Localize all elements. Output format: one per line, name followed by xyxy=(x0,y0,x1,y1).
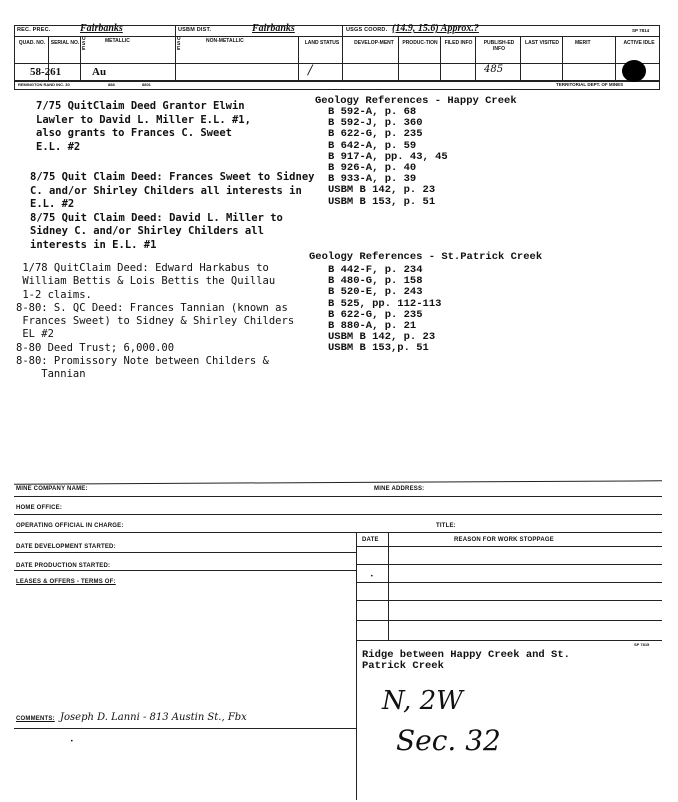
form-rule xyxy=(14,532,662,533)
form-rule xyxy=(356,620,662,621)
production-label: PRODUC-TION xyxy=(402,40,438,46)
header-vline xyxy=(659,25,660,89)
bullet-mark: • xyxy=(370,573,374,580)
form-number: SP 7814 xyxy=(632,28,650,33)
rec-prec-value: Fairbanks xyxy=(80,23,123,34)
u-s-e-letters: U S E xyxy=(82,36,86,52)
form-rule xyxy=(356,564,662,565)
form-vline xyxy=(356,532,357,800)
header-vline xyxy=(562,36,563,80)
last-visited-label: LAST VISITED xyxy=(525,40,559,46)
bullet-mark: • xyxy=(70,738,74,745)
header-vline xyxy=(615,36,616,80)
title-label: TITLE: xyxy=(436,523,456,529)
header-vline xyxy=(175,25,176,80)
form-top-rule xyxy=(14,480,662,484)
published-value: 485 xyxy=(484,64,504,75)
dev-started-label: DATE DEVELOPMENT STARTED: xyxy=(16,544,116,550)
serial-value: 58-261 xyxy=(30,66,62,78)
geology-happy-title: Geology References - Happy Creek xyxy=(315,95,517,107)
form-rule xyxy=(14,570,356,571)
header-row1-rule xyxy=(14,36,660,37)
non-metallic-label: NON-METALLIC xyxy=(206,38,244,44)
form-number-2: SP 7815 xyxy=(634,642,650,647)
form-rule xyxy=(14,514,662,515)
hand-location-1: N, 2W xyxy=(382,686,463,716)
geology-happy-refs: B 592-A, p. 68 B 592-J, p. 360 B 622-G, p. 235 B 642-A, p. 59 B 917-A, pp. 43, 45 B 926-A, p. 40 B 933-A, p. 39 USBM B 142, p. 23 USBM B 153, p. 51 xyxy=(328,106,448,208)
header-vline xyxy=(342,25,343,80)
usgs-coord-label: USGS COORD. xyxy=(346,27,388,33)
header-vline xyxy=(398,36,399,80)
usgs-coord-value: (14.9, 15.6) Approx.? xyxy=(392,23,479,34)
header-bottom-rule xyxy=(14,89,660,90)
header-vline xyxy=(440,36,441,80)
usbm-dist-value: Fairbanks xyxy=(252,23,295,34)
header-vline xyxy=(520,36,521,80)
usbm-dist-label: USBM DIST. xyxy=(178,27,212,33)
operating-official-label: OPERATING OFFICIAL IN CHARGE: xyxy=(16,523,124,529)
merit-label: MERIT xyxy=(575,40,591,46)
development-label: DEVELOP-MENT xyxy=(354,40,394,46)
metallic-value: Au xyxy=(92,66,107,78)
deed-notes-2: 8/75 Quit Claim Deed: Frances Sweet to Sidney C. and/or Shirley Childers all interests in E.L. #2 8/75 Quit Claim Deed: David L. Miller to Sidney C. and/or Shirley Childers all interests in E.L. #1 xyxy=(30,171,315,251)
status-slash: / xyxy=(308,63,313,78)
location-note: Ridge between Happy Creek and St. Patrick Creek xyxy=(362,649,570,673)
hand-location-2: Sec. 32 xyxy=(396,724,501,757)
comments-value: Joseph D. Lanni - 813 Austin St., Fbx xyxy=(60,712,247,723)
mine-address-label: MINE ADDRESS: xyxy=(374,486,425,492)
comments-label: COMMENTS: xyxy=(16,716,55,722)
geology-stpatrick-title: Geology References - St.Patrick Creek xyxy=(309,251,543,263)
form-rule xyxy=(356,600,662,601)
u-s-e-letters-2: U S E xyxy=(177,36,181,52)
land-status-label: LAND STATUS xyxy=(304,40,340,46)
deed-notes-3: 1/78 QuitClaim Deed: Edward Harkabus to William Bettis & Lois Bettis the Quillau 1-2 claims. 8-80: S. QC Deed: Frances Tannian (known as Frances Sweet) to Sidney & Shirley Childers EL #2 8-80 Deed Trust; 6,000.00 8-80: Promissory Note between Childers & Tannian xyxy=(16,262,295,381)
form-rule xyxy=(356,582,662,583)
header-vline xyxy=(14,25,15,89)
active-idle-label: ACTIVE IDLE xyxy=(623,40,655,46)
dept-line: TERRITORIAL DEPT. OF MINES xyxy=(556,82,624,87)
printer-code-1: 888 xyxy=(108,82,115,87)
comments-rule xyxy=(14,728,356,729)
form-rule xyxy=(356,546,662,547)
header-vline xyxy=(475,36,476,80)
published-info-label: PUBLISH-ED INFO xyxy=(483,40,515,52)
prod-started-label: DATE PRODUCTION STARTED: xyxy=(16,563,111,569)
mine-company-label: MINE COMPANY NAME: xyxy=(16,486,88,492)
printer-code-2: 8801 xyxy=(142,82,151,87)
date-column-label: DATE xyxy=(362,537,379,543)
form-rule xyxy=(14,496,662,497)
quad-no-label: QUAD. NO. xyxy=(18,40,46,46)
rec-prec-label: REC. PREC. xyxy=(17,27,51,33)
filed-info-label: FILED INFO xyxy=(444,40,473,46)
form-rule xyxy=(356,640,662,641)
form-vline xyxy=(388,532,389,640)
active-status-dot xyxy=(622,60,646,82)
deed-notes-1: 7/75 QuitClaim Deed Grantor Elwin Lawler to David L. Miller E.L. #1, also grants to Frances C. Sweet E.L. #2 xyxy=(36,100,251,153)
geology-stpatrick-refs: B 442-F, p. 234 B 480-G, p. 158 B 520-E, p. 243 B 525, pp. 112-113 B 622-G, p. 235 B 880-A, p. 21 USBM B 142, p. 23 USBM B 153,p. 51 xyxy=(328,264,442,355)
serial-no-label: SERIAL NO. xyxy=(50,40,80,46)
header-vline xyxy=(298,36,299,80)
printer-line: REMINGTON RAND INC. 30 xyxy=(18,82,70,87)
leases-label: LEASES & OFFERS - TERMS OF: xyxy=(16,579,116,585)
reason-column-label: REASON FOR WORK STOPPAGE xyxy=(454,537,554,543)
header-row2-rule xyxy=(14,63,660,64)
metallic-label: METALLIC xyxy=(105,38,130,44)
form-rule xyxy=(14,552,356,553)
header-vline xyxy=(80,36,81,80)
home-office-label: HOME OFFICE: xyxy=(16,505,63,511)
